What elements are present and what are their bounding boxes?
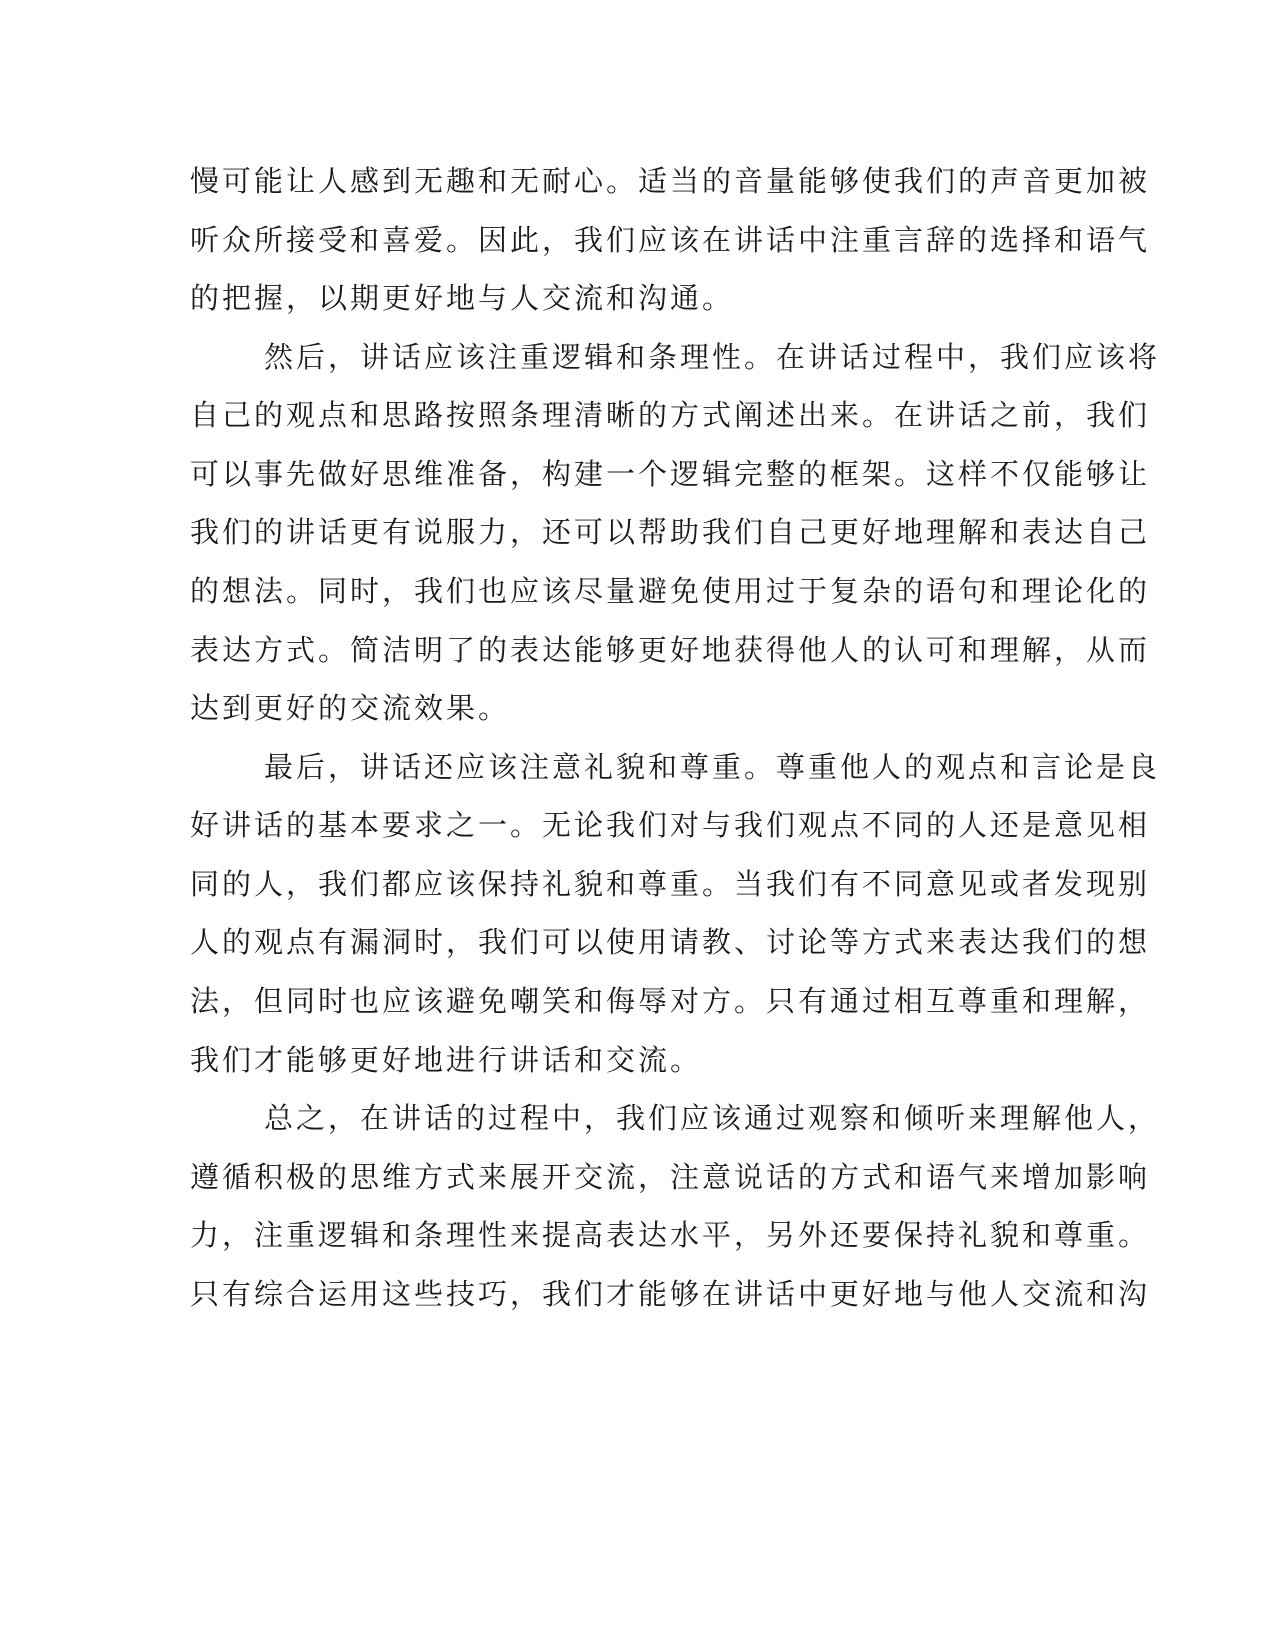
paragraph-first-line: 总之，在讲话的过程中，我们应该通过观察和倾听来理解他人， <box>264 1101 1161 1135</box>
text-line: 好讲话的基本要求之一。无论我们对与我们观点不同的人还是意见相 <box>190 808 1151 842</box>
text-line: 同的人，我们都应该保持礼貌和尊重。当我们有不同意见或者发现别 <box>190 867 1151 901</box>
text-line: 我们的讲话更有说服力，还可以帮助我们自己更好地理解和表达自己 <box>190 515 1151 549</box>
text-line: 力，注重逻辑和条理性来提高表达水平，另外还要保持礼貌和尊重。 <box>190 1218 1151 1252</box>
paragraph-first-line: 最后，讲话还应该注意礼貌和尊重。尊重他人的观点和言论是良 <box>264 750 1161 784</box>
text-line: 听众所接受和喜爱。因此，我们应该在讲话中注重言辞的选择和语气 <box>190 223 1151 257</box>
text-line: 表达方式。简洁明了的表达能够更好地获得他人的认可和理解，从而 <box>190 633 1151 667</box>
text-line: 慢可能让人感到无趣和无耐心。适当的音量能够使我们的声音更加被 <box>190 164 1151 198</box>
text-line: 达到更好的交流效果。 <box>190 691 511 725</box>
text-line: 法，但同时也应该避免嘲笑和侮辱对方。只有通过相互尊重和理解， <box>190 984 1151 1018</box>
text-line: 遵循积极的思维方式来展开交流，注意说话的方式和语气来增加影响 <box>190 1160 1151 1194</box>
text-line: 的把握，以期更好地与人交流和沟通。 <box>190 281 735 315</box>
text-line: 只有综合运用这些技巧，我们才能够在讲话中更好地与他人交流和沟 <box>190 1277 1151 1311</box>
text-line: 的想法。同时，我们也应该尽量避免使用过于复杂的语句和理论化的 <box>190 574 1151 608</box>
text-line: 人的观点有漏洞时，我们可以使用请教、讨论等方式来表达我们的想 <box>190 925 1151 959</box>
paragraph-first-line: 然后，讲话应该注重逻辑和条理性。在讲话过程中，我们应该将 <box>264 340 1161 374</box>
text-line: 可以事先做好思维准备，构建一个逻辑完整的框架。这样不仅能够让 <box>190 457 1151 491</box>
text-line: 自己的观点和思路按照条理清晰的方式阐述出来。在讲话之前，我们 <box>190 398 1151 432</box>
text-line: 我们才能够更好地进行讲话和交流。 <box>190 1043 703 1077</box>
